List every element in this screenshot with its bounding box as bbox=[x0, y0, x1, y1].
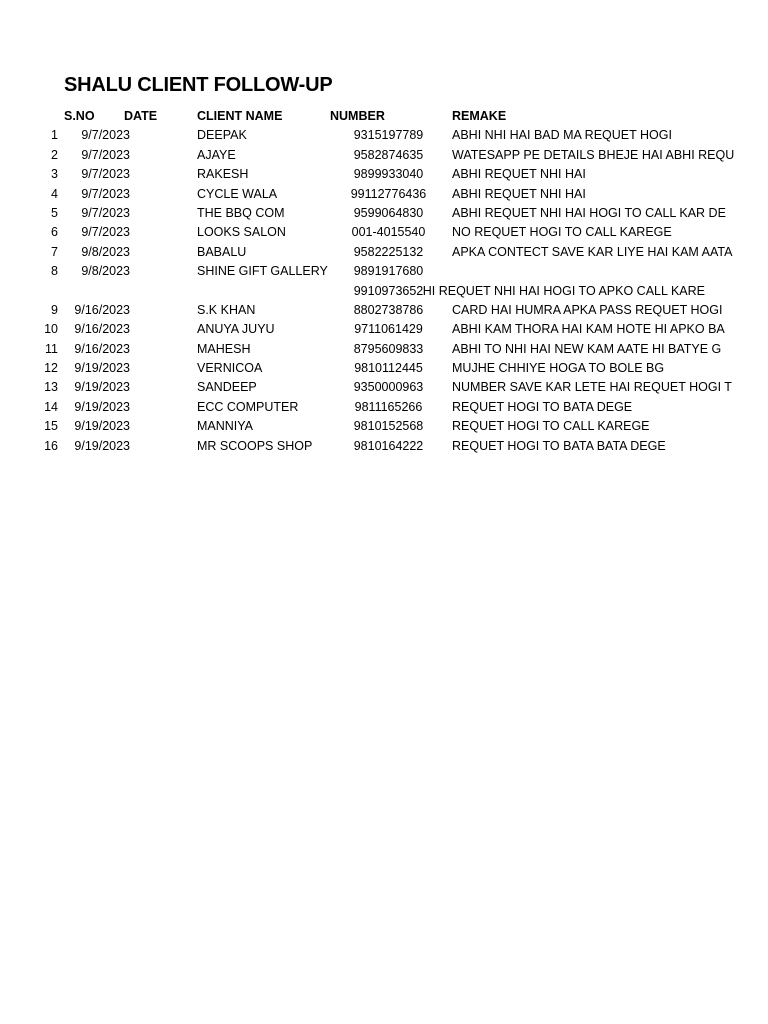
cell-client: SHINE GIFT GALLERY bbox=[197, 264, 328, 279]
cell-client: DEEPAK bbox=[197, 128, 247, 143]
cell-date: 9/8/2023 bbox=[81, 264, 130, 279]
cell-remark bbox=[422, 282, 705, 301]
cell-number: 9711061429 bbox=[354, 322, 423, 337]
cell-sno: 7 bbox=[51, 244, 58, 259]
cell-sno: 11 bbox=[45, 341, 58, 356]
table-row bbox=[0, 204, 726, 223]
cell-sno: 2 bbox=[51, 147, 58, 162]
cell-client: ECC COMPUTER bbox=[197, 399, 299, 414]
cell-sno: 13 bbox=[44, 380, 58, 395]
cell-sno: 12 bbox=[44, 361, 58, 376]
table-header-row bbox=[0, 107, 703, 126]
table-row bbox=[0, 126, 703, 145]
table-row bbox=[0, 301, 723, 320]
table-row bbox=[0, 359, 703, 378]
cell-date: 9/19/2023 bbox=[74, 399, 130, 414]
cell-date: 9/7/2023 bbox=[81, 186, 130, 201]
cell-date: 9/16/2023 bbox=[74, 302, 130, 317]
cell-client: MANNIYA bbox=[197, 419, 254, 434]
cell-number: 9599064830 bbox=[353, 205, 424, 220]
followup-table bbox=[0, 107, 735, 467]
header-sno: S.NO bbox=[64, 109, 95, 123]
cell-client: MAHESH bbox=[197, 341, 251, 356]
table-row bbox=[0, 417, 703, 436]
cell-number: 001-4015540 bbox=[351, 225, 426, 240]
cell-client: BABALU bbox=[197, 244, 247, 259]
cell-client: VERNICOA bbox=[197, 361, 263, 376]
cell-sno: 4 bbox=[51, 186, 58, 201]
cell-client: LOOKS SALON bbox=[197, 225, 286, 240]
cell-date: 9/16/2023 bbox=[74, 341, 130, 356]
cell-sno: 1 bbox=[51, 128, 58, 143]
cell-sno: 3 bbox=[51, 167, 58, 182]
cell-number: 9582874635 bbox=[353, 147, 424, 162]
table-row bbox=[0, 146, 735, 165]
table-row bbox=[0, 340, 722, 359]
table-body bbox=[0, 126, 735, 456]
cell-number: 99112776436 bbox=[350, 186, 427, 201]
cell-sno: 9 bbox=[51, 302, 58, 317]
cell-remark: REQUET HOGI TO BATA BATA DEGE bbox=[452, 438, 666, 453]
table-row bbox=[0, 262, 703, 281]
cell-date: 9/7/2023 bbox=[81, 167, 130, 182]
cell-sno: 16 bbox=[44, 438, 58, 453]
header-remark: REMAKE bbox=[452, 109, 507, 123]
cell-remark: ABHI KAM THORA HAI KAM HOTE HI APKO BA bbox=[452, 322, 725, 337]
table-row bbox=[0, 223, 703, 242]
cell-number: 9582225132 bbox=[353, 244, 424, 259]
table-row bbox=[0, 437, 703, 456]
cell-sno: 14 bbox=[44, 399, 58, 414]
cell-number: 8795609833 bbox=[353, 341, 424, 356]
table-row bbox=[0, 398, 703, 417]
cell-sno: 6 bbox=[51, 225, 58, 240]
cell-client: MR SCOOPS SHOP bbox=[197, 438, 313, 453]
cell-client: CYCLE WALA bbox=[197, 186, 278, 201]
table-row bbox=[0, 320, 725, 339]
cell-remark: APKA CONTECT SAVE KAR LIYE HAI KAM AATA bbox=[452, 244, 733, 259]
table-row bbox=[0, 282, 703, 301]
cell-date: 9/8/2023 bbox=[81, 244, 130, 259]
table-row bbox=[0, 378, 732, 397]
cell-remark: MUJHE CHHIYE HOGA TO BOLE BG bbox=[452, 361, 665, 376]
page-title: SHALU CLIENT FOLLOW-UP bbox=[64, 74, 333, 96]
cell-remark: REQUET HOGI TO CALL KAREGE bbox=[452, 419, 650, 434]
cell-remark: NUMBER SAVE KAR LETE HAI REQUET HOGI T bbox=[452, 380, 732, 395]
cell-sno: 5 bbox=[51, 205, 58, 220]
table-row bbox=[0, 243, 733, 262]
header-client-name: CLIENT NAME bbox=[197, 109, 283, 123]
cell-number: 8802738786 bbox=[353, 302, 424, 317]
cell-date: 9/7/2023 bbox=[81, 128, 130, 143]
cell-remark: ABHI TO NHI HAI NEW KAM AATE HI BATYE G bbox=[452, 341, 722, 356]
cell-remark: CARD HAI HUMRA APKA PASS REQUET HOGI bbox=[452, 302, 723, 317]
table-row bbox=[0, 185, 703, 204]
cell-number: 9891917680 bbox=[353, 264, 424, 279]
cell-date: 9/7/2023 bbox=[81, 147, 130, 162]
cell-remark: REQUET HOGI TO BATA DEGE bbox=[452, 399, 633, 414]
cell-client: SANDEEP bbox=[197, 380, 257, 395]
header-date: DATE bbox=[124, 109, 158, 123]
cell-sno: 10 bbox=[44, 322, 58, 337]
cell-date: 9/19/2023 bbox=[74, 380, 130, 395]
cell-number: 9350000963 bbox=[353, 380, 424, 395]
cell-client: ANUYA JUYU bbox=[197, 322, 275, 337]
cell-remark: ABHI REQUET NHI HAI bbox=[452, 167, 586, 182]
cell-number: 9315197789 bbox=[353, 128, 424, 143]
cell-number: 9810164222 bbox=[353, 438, 424, 453]
cell-number: 9810112445 bbox=[354, 361, 423, 376]
cell-number: 9899933040 bbox=[353, 167, 424, 182]
cell-date: 9/16/2023 bbox=[74, 322, 130, 337]
cell-remark: NO REQUET HOGI TO CALL KAREGE bbox=[452, 225, 672, 240]
cell-date: 9/7/2023 bbox=[81, 205, 130, 220]
table-row bbox=[0, 165, 703, 184]
cell-remark: ABHI NHI HAI BAD MA REQUET HOGI bbox=[452, 128, 672, 143]
cell-number: 9810152568 bbox=[353, 419, 424, 434]
cell-remark: ABHI REQUET NHI HAI bbox=[452, 186, 586, 201]
cell-client: THE BBQ COM bbox=[197, 205, 285, 220]
cell-date: 9/19/2023 bbox=[74, 361, 130, 376]
header-number: NUMBER bbox=[330, 109, 385, 123]
cell-date: 9/7/2023 bbox=[81, 225, 130, 240]
cell-client: S.K KHAN bbox=[197, 302, 256, 317]
cell-remark-text: HI REQUET NHI HAI HOGI TO APKO CALL KARE bbox=[422, 283, 705, 298]
cell-number: 9811165266 bbox=[354, 399, 423, 414]
cell-date: 9/19/2023 bbox=[74, 438, 130, 453]
cell-remark: WATESAPP PE DETAILS BHEJE HAI ABHI REQU bbox=[452, 147, 735, 162]
cell-date: 9/19/2023 bbox=[74, 419, 130, 434]
cell-number: 9910973652 bbox=[353, 283, 424, 298]
cell-sno: 8 bbox=[51, 264, 58, 279]
cell-client: RAKESH bbox=[197, 167, 249, 182]
cell-remark: ABHI REQUET NHI HAI HOGI TO CALL KAR DE bbox=[452, 205, 726, 220]
cell-client: AJAYE bbox=[197, 147, 236, 162]
cell-sno: 15 bbox=[44, 419, 58, 434]
